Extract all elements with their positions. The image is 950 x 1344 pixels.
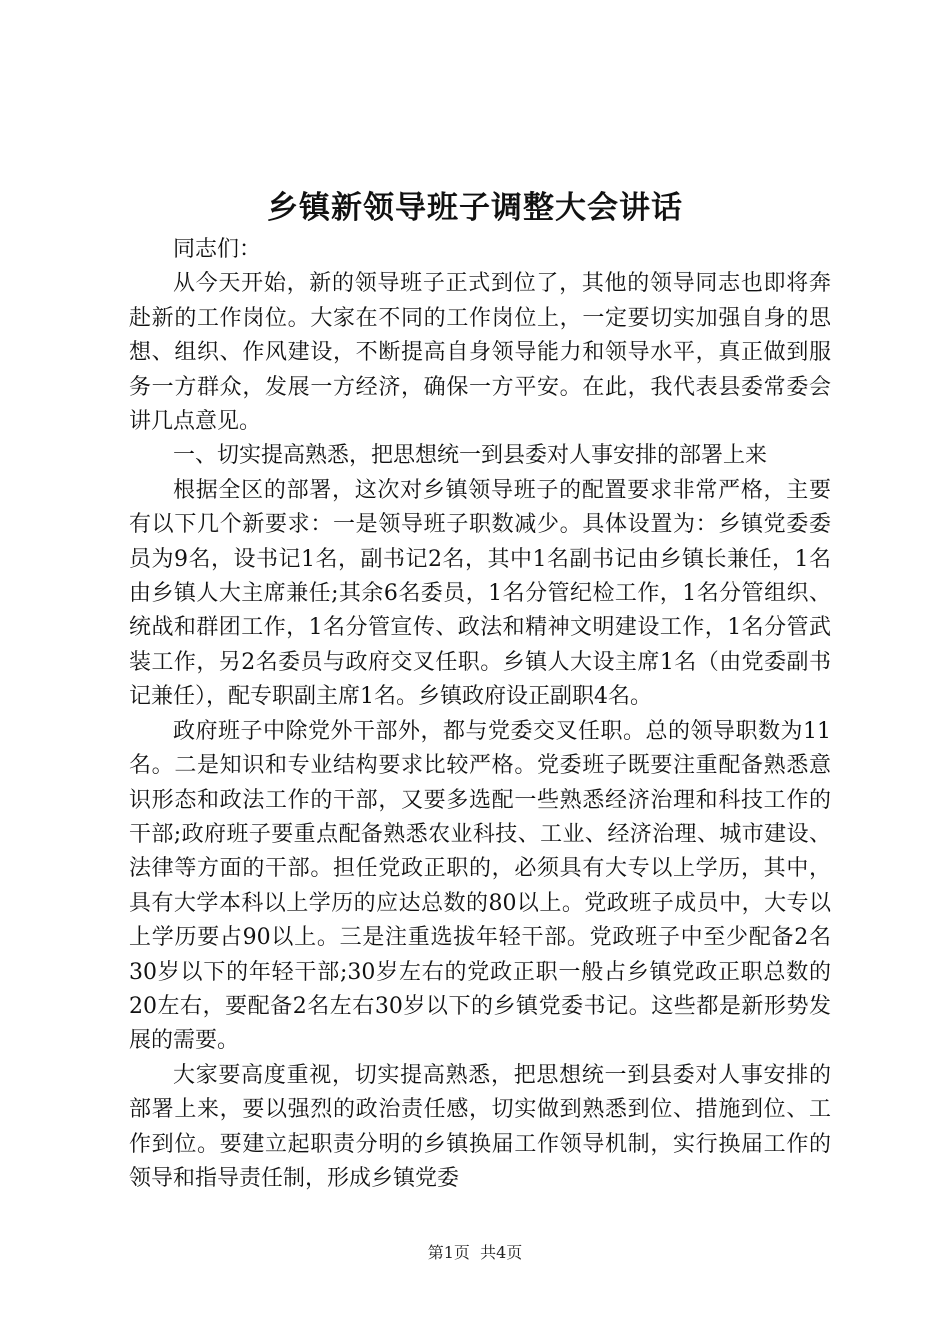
body-paragraph: 根据全区的部署，这次对乡镇领导班子的配置要求非常严格，主要有以下几个新要求：一是领导班子职数减少。具体设置为：乡镇党委委员为9名，设书记1名，副书记2名，其中1名副书记由乡镇长兼任，1名由乡镇人大主席兼任;其余6名委员，1名分管纪检工作，1名分管组织、统战和群团工作，1名分管宣传、政法和精神文明建设工作，1名分管武装工作，另2名委员与政府交叉任职。乡镇人大设主席1名（由党委副书记兼任），配专职副主席1名。乡镇政府设正副职4名。 [129,477,831,710]
section-heading: 一、切实提高熟悉，把思想统一到县委对人事安排的部署上来 [173,443,768,469]
page-number: 第1页 共4页 [427,1243,523,1262]
body-paragraph: 政府班子中除党外干部外，都与党委交叉任职。总的领导职数为11名。二是知识和专业结构要求比较严格。党委班子既要注重配备熟悉意识形态和政法工作的干部，又要多选配一些熟悉经济治理和科技工作的干部;政府班子要重点配备熟悉农业科技、工业、经济治理、城市建设、法律等方面的干部。担任党政正职的，必须具有大专以上学历，其中，具有大学本科以上学历的应达总数的80以上。党政班子成员中，大专以上学历要占90以上。三是注重选拔年轻干部。党政班子中至少配备2名30岁以下的年轻干部;30岁左右的党政正职一般占乡镇党政正职总数的20左右，要配备2名左右30岁以下的乡镇党委书记。这些都是新形势发展的需要。 [129,718,831,1054]
salutation-paragraph: 同志们： [173,237,262,262]
page-footer [0,1242,950,1264]
body-paragraph: 从今天开始，新的领导班子正式到位了，其他的领导同志也即将奔赴新的工作岗位。大家在不同的工作岗位上，一定要切实加强自身的思想、组织、作风建设，不断提高自身领导能力和领导水平，真正做到服务一方群众，发展一方经济，确保一方平安。在此，我代表县委常委会讲几点意见。 [129,271,831,435]
document-body [129,233,831,1196]
body-paragraph: 大家要高度重视，切实提高熟悉，把思想统一到县委对人事安排的部署上来，要以强烈的政治责任感，切实做到熟悉到位、措施到位、工作到位。要建立起职责分明的乡镇换届工作领导机制，实行换届工作的领导和指导责任制，形成乡镇党委 [129,1062,831,1191]
document-title: 乡镇新领导班子调整大会讲话 [267,190,683,226]
